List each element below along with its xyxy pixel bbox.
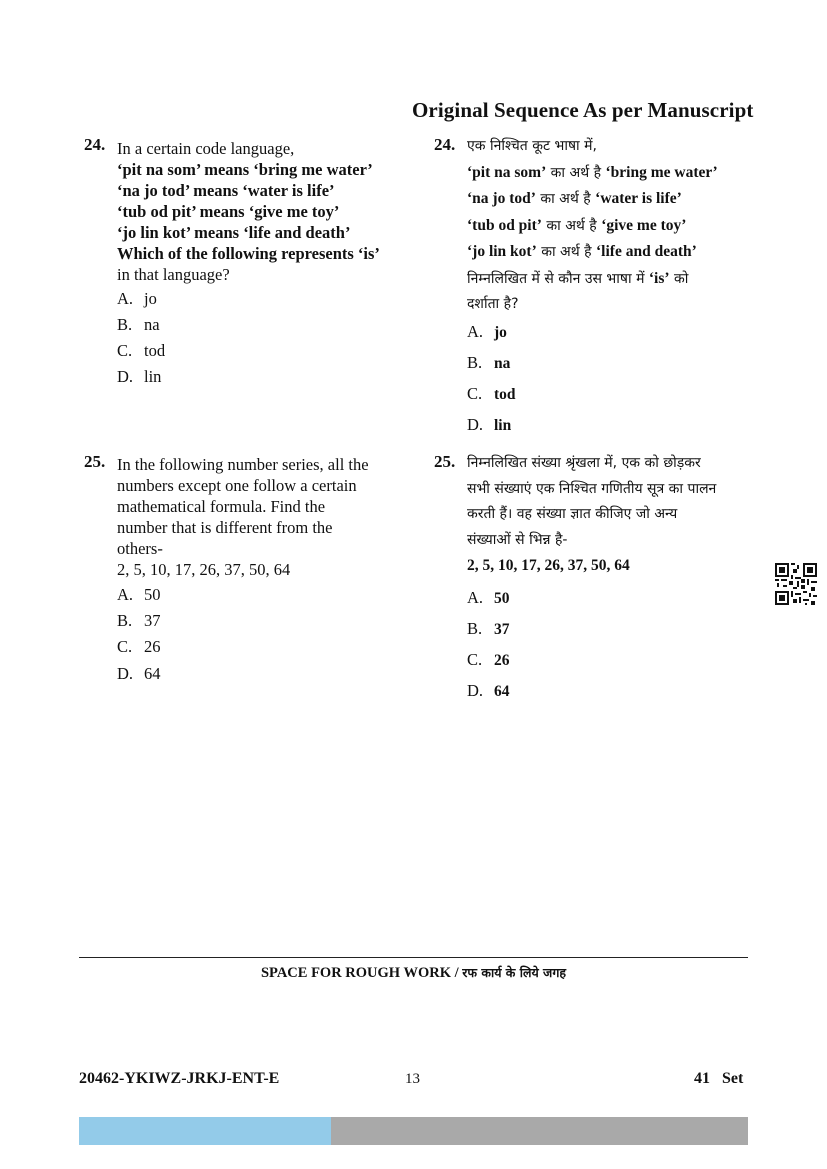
option-value: 37 — [494, 621, 510, 638]
q24-question-cont: in that language? — [117, 265, 230, 284]
q25-series: 2, 5, 10, 17, 26, 37, 50, 64 — [117, 560, 291, 579]
option-letter: D. — [467, 415, 484, 434]
q25-option-c[interactable] — [117, 637, 161, 657]
option-letter: B. — [467, 353, 483, 372]
option-letter: A. — [117, 289, 134, 308]
rough-work-en: SPACE FOR ROUGH WORK / — [260, 965, 463, 981]
q25-hi-option-b[interactable] — [467, 619, 510, 639]
option-letter: D. — [117, 367, 134, 386]
meaning-text: ‘water is life’ — [595, 190, 682, 207]
q25-option-d[interactable] — [117, 664, 161, 684]
option-letter: D. — [117, 664, 134, 683]
q24-hi-option-d[interactable] — [467, 415, 511, 435]
mid-text: का अर्थ है — [546, 164, 606, 181]
code-text: ‘pit na som’ — [467, 163, 547, 181]
q25-hi-line-2: सभी संख्याएं एक निश्चित गणितीय सूत्र का पालन — [467, 480, 717, 497]
option-value: 64 — [144, 664, 161, 683]
q25-option-a[interactable] — [117, 585, 161, 605]
option-value: na — [144, 315, 160, 334]
q24-line-4: ‘jo lin kot’ means ‘life and death’ — [117, 223, 351, 242]
q25-hi-option-c[interactable] — [467, 650, 510, 670]
q24-hi-option-b[interactable] — [467, 353, 510, 373]
q25-hi-text — [467, 451, 716, 579]
rough-work-divider — [79, 957, 748, 958]
option-value: jo — [144, 289, 157, 308]
q25-hi-line-3: करती हैं। वह संख्या ज्ञात कीजिए जो अन्य — [467, 506, 678, 522]
q24-option-a[interactable] — [117, 289, 157, 309]
option-letter: B. — [117, 611, 133, 630]
option-value: 26 — [144, 637, 161, 656]
option-value: tod — [494, 386, 516, 403]
q25-hi-option-a[interactable] — [467, 588, 510, 608]
page-number: 13 — [405, 1071, 420, 1087]
option-value: jo — [494, 324, 507, 341]
code-text: ‘jo lin kot’ — [467, 243, 537, 260]
q24-hi-intro: एक निश्चित कूट भाषा में, — [467, 138, 597, 154]
footer-bar-blue — [79, 1117, 331, 1145]
option-letter: C. — [467, 650, 483, 669]
q25-hi-series: 2, 5, 10, 17, 26, 37, 50, 64 — [467, 557, 630, 574]
q24-text — [117, 138, 380, 285]
q24-hi-question — [467, 266, 718, 293]
page-heading: Original Sequence As per Manuscript — [412, 98, 754, 122]
q25-number: 25. — [84, 452, 106, 471]
q25-text — [117, 454, 369, 580]
q24-hi-text — [467, 134, 718, 318]
question-text: निम्नलिखित में से कौन उस भाषा में — [467, 270, 649, 287]
q24-hi-option-a[interactable] — [467, 322, 507, 342]
mid-text: का अर्थ है — [535, 191, 596, 207]
q24-intro: In a certain code language, — [117, 139, 295, 158]
option-value: lin — [494, 417, 512, 434]
meaning-text: ‘life and death’ — [596, 243, 697, 260]
q25-line-1: In the following number series, all the — [117, 455, 369, 474]
code-text: ‘tub od pit’ — [467, 216, 542, 234]
footer-bar-grey — [331, 1117, 748, 1145]
meaning-text: ‘bring me water’ — [605, 163, 718, 181]
question-text-end: को — [669, 270, 689, 287]
rough-work-label — [79, 964, 748, 982]
option-value: lin — [144, 367, 162, 386]
option-value: 50 — [144, 585, 161, 604]
q24-hi-line-2 — [467, 186, 718, 213]
q24-line-3: ‘tub od pit’ means ‘give me toy’ — [117, 202, 340, 221]
q24-hi-question-cont: दर्शाता है? — [467, 296, 519, 312]
option-letter: C. — [117, 341, 133, 360]
q25-line-3: mathematical formula. Find the — [117, 497, 326, 516]
option-value: tod — [144, 341, 166, 360]
option-value: 37 — [144, 611, 161, 630]
option-value: 50 — [494, 590, 510, 607]
option-letter: A. — [117, 585, 134, 604]
mid-text: का अर्थ है — [541, 217, 602, 234]
option-letter: C. — [467, 384, 483, 403]
option-letter: D. — [467, 681, 484, 700]
q25-option-b[interactable] — [117, 611, 161, 631]
q25-line-2: numbers except one follow a certain — [117, 476, 357, 495]
set-label: 41 Set — [694, 1070, 744, 1087]
q24-number: 24. — [84, 135, 106, 154]
q24-option-c[interactable] — [117, 341, 165, 361]
option-letter: A. — [467, 322, 484, 341]
qr-code-icon — [775, 563, 817, 605]
rough-work-hi: रफ कार्य के लिये जगह — [462, 965, 567, 980]
q24-option-b[interactable] — [117, 315, 160, 335]
q24-hi-line-1 — [467, 160, 718, 187]
mid-text: का अर्थ है — [536, 244, 597, 260]
q24-hi-line-3 — [467, 213, 718, 240]
is-text: ‘is’ — [648, 269, 670, 287]
q24-question: Which of the following represents ‘is’ — [117, 244, 380, 263]
option-value: 26 — [494, 652, 510, 669]
q24-hi-option-c[interactable] — [467, 384, 516, 404]
option-letter: C. — [117, 637, 133, 656]
option-letter: B. — [117, 315, 133, 334]
q24-line-1: ‘pit na som’ means ‘bring me water’ — [117, 160, 373, 179]
q25-line-4: number that is different from the — [117, 518, 333, 537]
q24-line-2: ‘na jo tod’ means ‘water is life’ — [117, 181, 335, 200]
option-letter: A. — [467, 588, 484, 607]
q25-hi-option-d[interactable] — [467, 681, 510, 701]
q25-hi-line-4: संख्याओं से भिन्न है- — [467, 531, 568, 548]
q24-hi-number: 24. — [434, 135, 456, 154]
option-value: na — [494, 355, 511, 372]
q25-hi-number: 25. — [434, 452, 456, 471]
option-value: 64 — [494, 683, 510, 700]
option-letter: B. — [467, 619, 483, 638]
q24-option-d[interactable] — [117, 367, 161, 387]
code-text: ‘na jo tod’ — [467, 190, 536, 207]
q25-hi-line-1: निम्नलिखित संख्या श्रृंखला में, एक को छोड़कर — [467, 455, 701, 471]
meaning-text: ‘give me toy’ — [601, 216, 687, 234]
q24-hi-line-4 — [467, 239, 718, 266]
booklet-code: 20462-YKIWZ-JRKJ-ENT-E — [79, 1070, 280, 1087]
q25-line-5: others- — [117, 539, 163, 558]
